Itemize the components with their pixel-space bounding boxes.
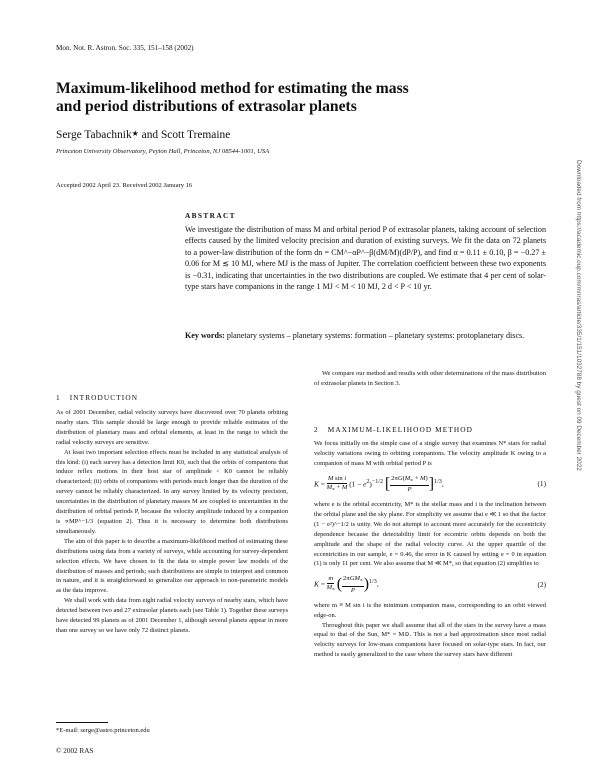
paragraph: We compare our method and results with other determinations of the mass distribution of extrasolar planets in Section 3.: [314, 370, 546, 387]
copyright: © 2002 RAS: [56, 747, 94, 755]
abstract-text: We investigate the distribution of mass M and orbital period P of extrasolar planets, taking account of selection effects caused by the limited velocity precision and duration of existing surveys. We fit the data on 72 planets to a power-law distribution of the form dn = CM^−αP^−β(dM/M)(dP/P), and find α = 0.11 ± 0.10, β = −0.27 ± 0.06 for M ≲ 10 MJ, where MJ is the mass of Jupiter. The correlation coefficient between these two exponents is −0.31, indicating that uncertainties in the two distributions are coupled. We estimate that 4 per cent of solar-type stars have companions in the range 1 MJ < M < 10 MJ, 2 d < P < 10 yr.: [185, 225, 546, 292]
section-1-title: INTRODUCTION: [69, 393, 139, 402]
section-1-heading: [56, 393, 138, 402]
right-column-intro: [314, 369, 546, 389]
journal-citation: Mon. Not. R. Astron. Soc. 335, 151–158 (2002): [56, 44, 194, 52]
equation-2-formula: K = $\frac{m}{M_*}$ ( $\frac{2\pi GM_*}{P}$ )$^{1/3}$,: [314, 575, 379, 594]
download-watermark: [575, 160, 596, 600]
paragraph: At least two important selection effects must be included in any statistical analysis of this kind: (i) each survey has a detection limit K0, such that the orbits of companions that induce reflex motions in their host star of amplitude < K0 cannot be reliably characterized; (ii) orbits of companions with periods much longer than the duration of the survey cannot be reliably characterized. In any survey limited by its velocity precision, uncertainties in the distribution of planetary masses M are coupled to uncertainties in the distribution of orbital periods P, because the velocity amplitude induced by a companion is ∝MP^−1/3 (equation 2). Thus it is necessary to determine both distributions simultaneously.: [56, 448, 288, 535]
footnote-rule: [56, 722, 108, 723]
keywords-list: planetary systems – planetary systems: formation – planetary systems: protoplanetary discs.: [226, 331, 525, 340]
equation-2: [314, 575, 546, 594]
equation-1-formula: K = $\frac{\text{M sin i}}{M_* + M}$ $(1 - e^2)^{-1/2}$ [ $\frac{2\pi G(M_* + M)}{P}$ ]$^{1/3}$,: [314, 474, 444, 494]
section-2-title: MAXIMUM-LIKELIHOOD METHOD: [327, 425, 473, 434]
watermark-text: Downloaded from https://academic.oup.com/mnras/article/335/1/151/1032788 by guest on 09 December 2022: [575, 160, 582, 471]
section-1-number: 1: [56, 393, 61, 402]
paragraph: We shall work with data from eight radial velocity surveys of nearby stars, which have detected between two and 27 extrasolar planets each (see Table 1). Together these surveys have detected 99 planets as of 2001 December 1, although several planets appear in more than one survey so we have only 72 distinct planets.: [56, 597, 288, 634]
section-2-body: [314, 439, 546, 660]
paragraph: where e is the orbital eccentricity, M* is the stellar mass and i is the inclination between the orbital plane and the sky plane. For simplicity we assume that e ≪ 1 so that the factor (1 − e²)^−1/2 is unity. We do not attempt to account more accurately for the eccentricity dependence because the detectability limit for eccentric orbits depends on both the amplitude and the shape of the radial velocity curve. At the upper quartile of the eccentricities in our sample, e = 0.46, the error in K caused by setting e = 0 in equation (1) is only 11 per cent. We also assume that M ≪ M*, so that equation (2) simplifies to: [314, 501, 546, 568]
section-2-heading: [314, 425, 473, 434]
paragraph: Throughout this paper we shall assume that all of the stars in the survey have a mass equal to that of the Sun, M* = M⊙. This is not a bad approximation since most radial velocity surveys for low-mass companions have focused on solar-type stars. In fact, our method is easily generalized to the case where the survey stars have different: [314, 621, 546, 659]
author-1: Serge Tabachnik: [56, 129, 132, 141]
paragraph: where m ≡ M sin i is the minimum companion mass, corresponding to an orbit viewed edge-on.: [314, 601, 546, 619]
accepted-date: Accepted 2002 April 23. Received 2002 January 16: [56, 182, 193, 189]
title-line-1: Maximum-likelihood method for estimating the mass: [56, 80, 409, 97]
section-2-number: 2: [314, 425, 319, 434]
paragraph: The aim of this paper is to describe a maximum-likelihood method of estimating these distributions using data from a variety of surveys, while accounting for survey-dependent selection effects. We have chosen to fit the data to simple power law models of the distribution of masses and periods; such distributions are simple to interpret and common in nature, and it is straightforward to generalize our approach to non-parametric models as the data improve.: [56, 537, 288, 595]
equation-1-number: (1): [537, 479, 546, 489]
abstract-heading: ABSTRACT: [185, 211, 236, 220]
keywords: [185, 330, 546, 341]
author-2: and Scott Tremaine: [138, 129, 231, 141]
title-line-2: and period distributions of extrasolar planets: [56, 98, 357, 115]
paragraph: We focus initially on the simple case of a single survey that examines N* stars for radial velocity variations owing to orbiting companions. The velocity amplitude K owing to a companion of mass M with orbital period P is: [314, 440, 546, 467]
author-star-icon: ★: [131, 129, 139, 138]
section-1-body: [56, 408, 288, 636]
equation-1: [314, 475, 546, 494]
paper-title: [56, 80, 526, 116]
keywords-label: Key words:: [185, 331, 225, 340]
authors: [56, 129, 230, 141]
equation-2-number: (2): [537, 580, 546, 590]
affiliation: Princeton University Observatory, Peyton Hall, Princeton, NJ 08544-1001, USA: [56, 148, 270, 155]
paragraph: As of 2001 December, radial velocity surveys have discovered over 70 planets orbiting nearby stars. This sample should be large enough to provide reliable estimates of the distribution of planetary mass and orbital elements, at least in the range to which the radial velocity surveys are sensitive.: [56, 409, 288, 446]
footnote-email: *E-mail: serge@astro.princeton.edu: [56, 727, 150, 734]
